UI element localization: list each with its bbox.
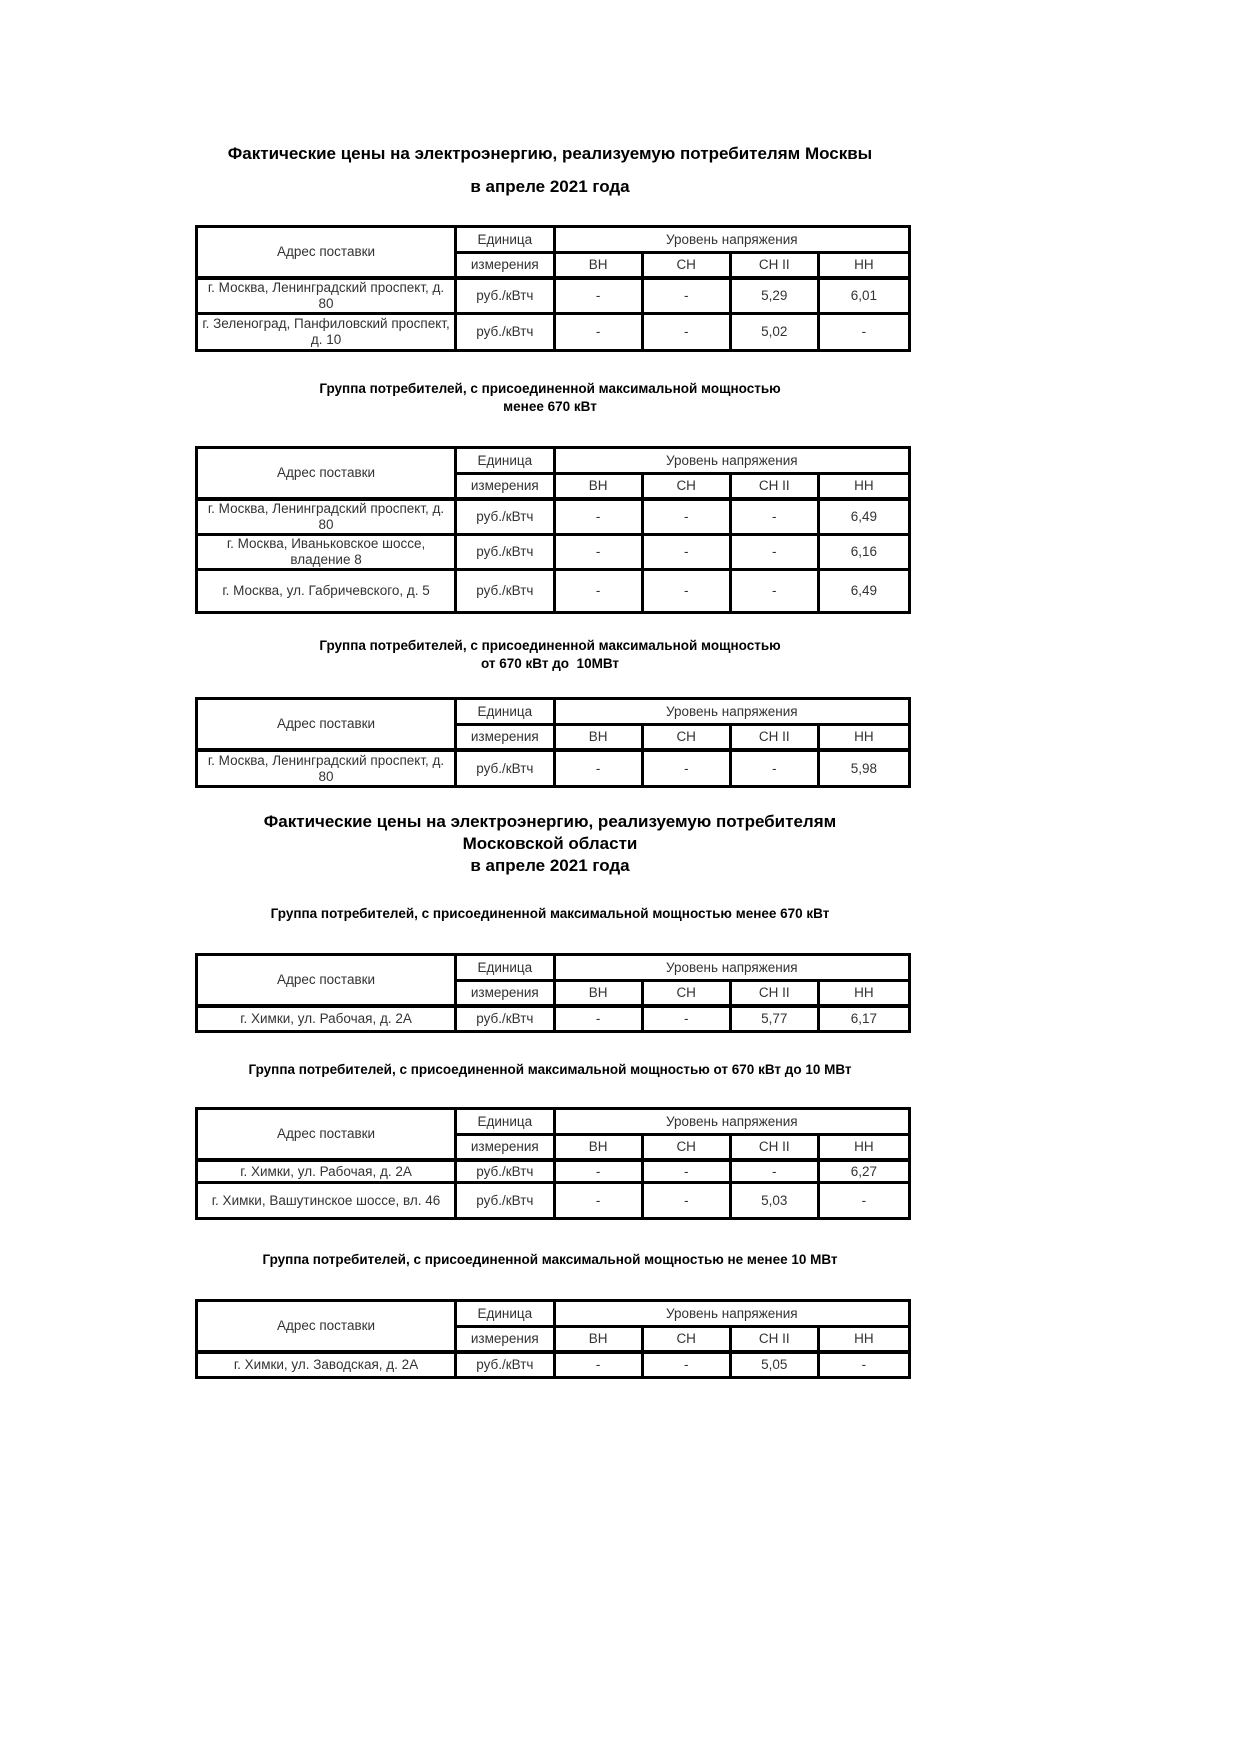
price-table-region-2 — [195, 1107, 911, 1220]
header-level-nn: НН — [820, 726, 908, 752]
group-title-line2: менее 670 кВт — [503, 399, 597, 414]
address-cell: г. Химки, ул. Заводская, д. 2А — [198, 1354, 457, 1376]
unit-cell: руб./кВтч — [457, 1184, 555, 1217]
price-table-moscow-2 — [195, 446, 911, 614]
value-sn2: 5,02 — [732, 315, 820, 349]
unit-cell: руб./кВтч — [457, 280, 555, 315]
address-cell: г. Химки, ул. Рабочая, д. 2А — [198, 1162, 457, 1184]
header-level-sn2: СН II — [732, 254, 820, 280]
header-address: Адрес поставки — [198, 700, 457, 752]
header-unit-line2: измерения — [457, 1136, 555, 1162]
header-level-sn: СН — [644, 1328, 732, 1354]
unit-cell: руб./кВтч — [457, 536, 555, 571]
header-level-vn: ВН — [556, 982, 644, 1008]
header-unit-line2: измерения — [457, 475, 555, 501]
header-unit-line2: измерения — [457, 254, 555, 280]
value-vn: - — [556, 1008, 644, 1030]
header-voltage-level: Уровень напряжения — [556, 1110, 908, 1136]
table-row — [198, 501, 908, 536]
group-title-line1: Группа потребителей, с присоединенной максимальной мощностью от 670 кВт до 10 МВт — [248, 1062, 852, 1077]
header-level-vn: ВН — [556, 1328, 644, 1354]
header-voltage-level: Уровень напряжения — [556, 700, 908, 726]
value-sn: - — [644, 280, 732, 315]
header-unit-line1: Единица — [457, 228, 555, 254]
address-cell: г. Москва, ул. Габричевского, д. 5 — [198, 571, 457, 611]
value-sn2: - — [732, 752, 820, 785]
value-sn: - — [644, 501, 732, 536]
value-sn: - — [644, 536, 732, 571]
header-address: Адрес поставки — [198, 956, 457, 1008]
value-sn2: 5,03 — [732, 1184, 820, 1217]
address-cell: г. Зеленоград, Панфиловский проспект, д. 10 — [198, 315, 457, 349]
value-sn2: - — [732, 571, 820, 611]
header-level-sn2: СН II — [732, 726, 820, 752]
header-level-sn: СН — [644, 1136, 732, 1162]
value-nn: 5,98 — [850, 760, 878, 776]
value-nn: 6,17 — [850, 1011, 878, 1026]
value-nn: 6,49 — [820, 501, 908, 536]
header-level-sn2: СН II — [732, 982, 820, 1008]
unit-cell: руб./кВтч — [457, 501, 555, 536]
header-level-sn: СН — [644, 982, 732, 1008]
value-nn: - — [861, 1192, 867, 1208]
value-vn: - — [556, 315, 644, 349]
group-title-line1: Группа потребителей, с присоединенной максимальной мощностью менее 670 кВт — [270, 906, 830, 921]
region-title-line2: Московской области — [462, 834, 638, 853]
header-voltage-level: Уровень напряжения — [556, 228, 908, 254]
unit-cell: руб./кВтч — [457, 1354, 555, 1376]
header-level-sn: СН — [644, 726, 732, 752]
price-table-region-3 — [195, 1299, 911, 1379]
group-title-line1: Группа потребителей, с присоединенной максимальной мощностью не менее 10 МВт — [262, 1252, 838, 1267]
table-row — [198, 1008, 908, 1030]
moscow-title-line2: в апреле 2021 года — [470, 177, 630, 196]
header-level-nn: НН — [820, 1328, 908, 1354]
moscow-title-line1: Фактические цены на электроэнергию, реализуемую потребителям Москвы — [227, 144, 873, 163]
unit-cell: руб./кВтч — [457, 571, 555, 611]
table-row — [198, 536, 908, 571]
header-unit-line2: измерения — [457, 1328, 555, 1354]
value-sn2: - — [732, 501, 820, 536]
address-cell: г. Москва, Ленинградский проспект, д. 80 — [198, 501, 457, 536]
value-nn: 6,27 — [820, 1162, 908, 1184]
header-voltage-level: Уровень напряжения — [556, 449, 908, 475]
value-sn2: 5,77 — [732, 1008, 820, 1030]
header-level-nn: НН — [820, 1136, 908, 1162]
value-sn: - — [644, 1162, 732, 1184]
value-vn: - — [556, 536, 644, 571]
value-sn: - — [644, 571, 732, 611]
table-row — [198, 1184, 908, 1217]
header-unit-line2: измерения — [457, 982, 555, 1008]
header-level-sn2: СН II — [732, 1136, 820, 1162]
header-address: Адрес поставки — [198, 449, 457, 501]
value-sn: - — [644, 752, 732, 785]
header-unit-line1: Единица — [457, 1110, 555, 1136]
value-sn: - — [644, 1354, 732, 1376]
header-level-nn: НН — [820, 982, 908, 1008]
table-row — [198, 315, 908, 349]
header-level-vn: ВН — [556, 254, 644, 280]
value-sn: - — [644, 1184, 732, 1217]
table-row — [198, 1162, 908, 1184]
header-level-vn: ВН — [556, 726, 644, 752]
region-title-line3: в апреле 2021 года — [470, 856, 630, 875]
price-table-region-1 — [195, 953, 911, 1033]
value-sn: - — [644, 315, 732, 349]
region-title-line1: Фактические цены на электроэнергию, реализуемую потребителям — [263, 812, 837, 831]
unit-cell: руб./кВтч — [457, 315, 555, 349]
header-unit-line2: измерения — [457, 726, 555, 752]
value-vn: - — [556, 1184, 644, 1217]
value-vn: - — [556, 1162, 644, 1184]
header-level-vn: ВН — [556, 1136, 644, 1162]
value-nn: 6,16 — [820, 536, 908, 571]
value-sn2: - — [732, 536, 820, 571]
header-level-nn: НН — [820, 254, 908, 280]
value-sn2: - — [732, 1162, 820, 1184]
value-sn2: 5,05 — [732, 1354, 820, 1376]
value-nn: 6,01 — [820, 280, 908, 315]
group-title-line1: Группа потребителей, с присоединенной максимальной мощностью — [319, 638, 781, 653]
value-vn: - — [556, 571, 644, 611]
unit-cell: руб./кВтч — [457, 1008, 555, 1030]
table-row — [198, 752, 908, 785]
value-nn: 6,49 — [850, 583, 878, 598]
unit-cell: руб./кВтч — [457, 1162, 555, 1184]
value-sn: - — [644, 1008, 732, 1030]
header-address: Адрес поставки — [198, 228, 457, 280]
header-voltage-level: Уровень напряжения — [556, 956, 908, 982]
header-unit-line1: Единица — [457, 1302, 555, 1328]
header-level-nn: НН — [820, 475, 908, 501]
value-vn: - — [556, 752, 644, 785]
price-table-moscow-3 — [195, 697, 911, 788]
value-vn: - — [556, 501, 644, 536]
header-level-sn2: СН II — [732, 475, 820, 501]
address-cell: г. Химки, ул. Рабочая, д. 2А — [198, 1008, 457, 1030]
value-sn2: 5,29 — [732, 280, 820, 315]
address-cell: г. Химки, Вашутинское шоссе, вл. 46 — [198, 1184, 457, 1217]
header-address: Адрес поставки — [198, 1302, 457, 1354]
unit-cell: руб./кВтч — [457, 752, 555, 785]
price-table-moscow-1 — [195, 225, 911, 352]
table-row — [198, 280, 908, 315]
group-title-line1: Группа потребителей, с присоединенной максимальной мощностью — [319, 381, 781, 396]
header-voltage-level: Уровень напряжения — [556, 1302, 908, 1328]
table-row — [198, 571, 908, 611]
value-nn: - — [861, 1357, 867, 1372]
header-unit-line1: Единица — [457, 449, 555, 475]
address-cell: г. Москва, Ленинградский проспект, д. 80 — [198, 280, 457, 315]
group-title-line2: от 670 кВт до 10МВт — [481, 656, 619, 671]
address-cell: г. Москва, Иваньковское шоссе, владение 8 — [198, 536, 457, 571]
header-level-sn2: СН II — [732, 1328, 820, 1354]
header-level-sn: СН — [644, 475, 732, 501]
header-level-vn: ВН — [556, 475, 644, 501]
table-row — [198, 1354, 908, 1376]
value-vn: - — [556, 280, 644, 315]
header-address: Адрес поставки — [198, 1110, 457, 1162]
header-unit-line1: Единица — [457, 700, 555, 726]
address-cell: г. Москва, Ленинградский проспект, д. 80 — [198, 752, 457, 785]
header-level-sn: СН — [644, 254, 732, 280]
value-vn: - — [556, 1354, 644, 1376]
value-nn: - — [861, 324, 867, 339]
header-unit-line1: Единица — [457, 956, 555, 982]
